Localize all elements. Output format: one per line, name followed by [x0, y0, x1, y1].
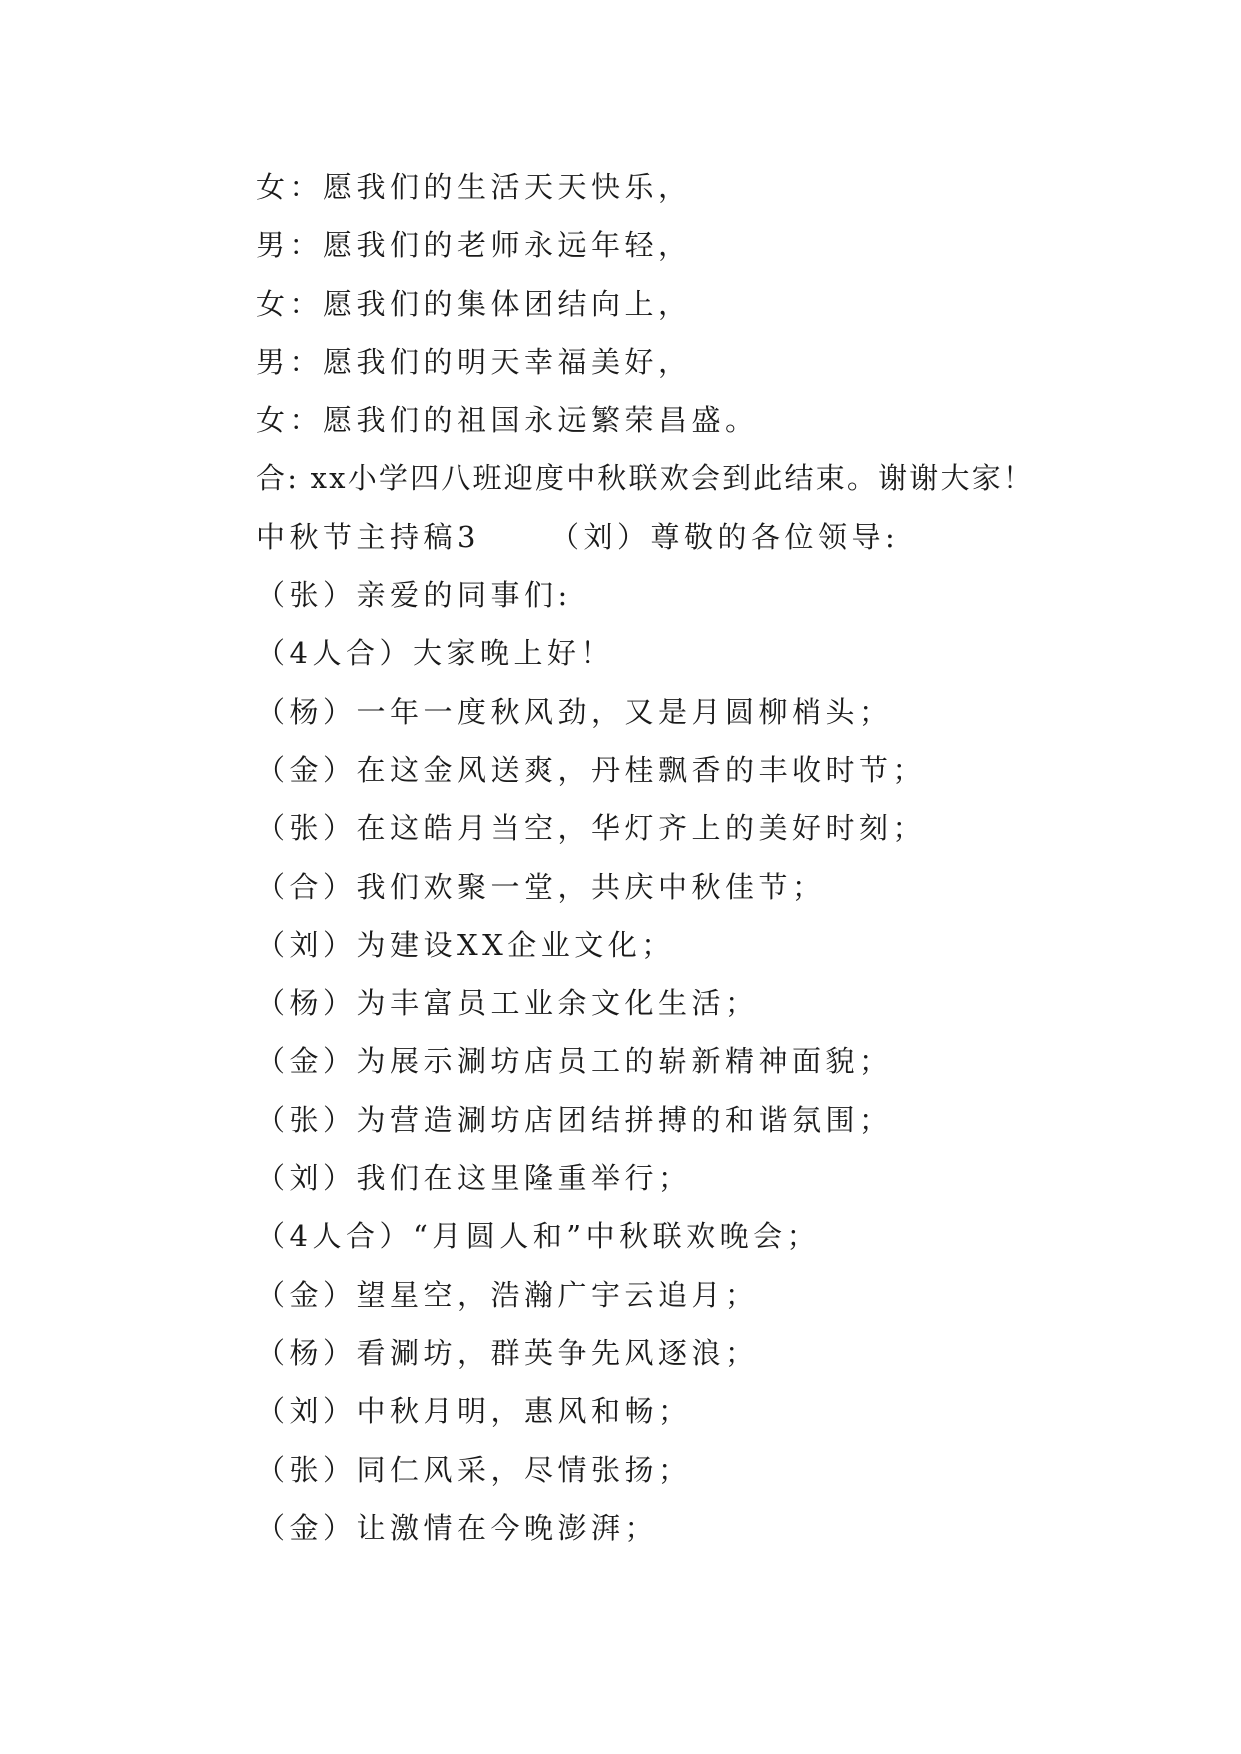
script-line: （4人合）大家晚上好！: [256, 636, 614, 671]
script-line: （刘）中秋月明，惠风和畅；: [256, 1394, 692, 1429]
script-line: 男：愿我们的老师永远年轻，: [256, 228, 692, 263]
script-line: （杨）为丰富员工业余文化生活；: [256, 986, 759, 1021]
script-line: （金）在这金风送爽，丹桂飘香的丰收时节；: [256, 752, 927, 787]
script-line: （金）让激情在今晚澎湃；: [256, 1510, 659, 1545]
script-text: [256, 158, 1156, 1557]
script-line: （张）在这皓月当空，华灯齐上的美好时刻；: [256, 811, 927, 846]
script-line: 女：愿我们的集体团结向上，: [256, 286, 692, 321]
script-line: （4人合）“月圆人和”中秋联欢晚会；: [256, 1219, 821, 1254]
script-line: （张）同仁风采，尽情张扬；: [256, 1452, 692, 1487]
script-line: （杨）一年一度秋风劲，又是月圆柳梢头；: [256, 694, 893, 729]
section-heading: [256, 508, 1156, 566]
section-first-line: （刘）尊敬的各位领导:: [549, 519, 900, 554]
script-line: （张）亲爱的同事们:: [256, 578, 572, 613]
script-line: 女：愿我们的祖国永远繁荣昌盛。: [256, 403, 759, 438]
script-line: （张）为营造涮坊店团结拼搏的和谐氛围；: [256, 1102, 893, 1137]
section-title: 中秋节主持稿3: [256, 519, 480, 554]
closing-line: 合: xx小学四八班迎度中秋联欢会到此结束。谢谢大家！: [256, 461, 1035, 496]
script-line: （合）我们欢聚一堂，共庆中秋佳节；: [256, 869, 826, 904]
script-line: （杨）看涮坊，群英争先风逐浪；: [256, 1335, 759, 1370]
script-line: 女：愿我们的生活天天快乐，: [256, 170, 692, 204]
script-line: （刘）为建设XX企业文化；: [256, 927, 675, 962]
script-line: （刘）我们在这里隆重举行；: [256, 1161, 692, 1196]
script-line: 男：愿我们的明天幸福美好，: [256, 344, 692, 379]
script-line: （金）望星空，浩瀚广宇云追月；: [256, 1277, 759, 1312]
script-line: （金）为展示涮坊店员工的崭新精神面貌；: [256, 1044, 893, 1079]
